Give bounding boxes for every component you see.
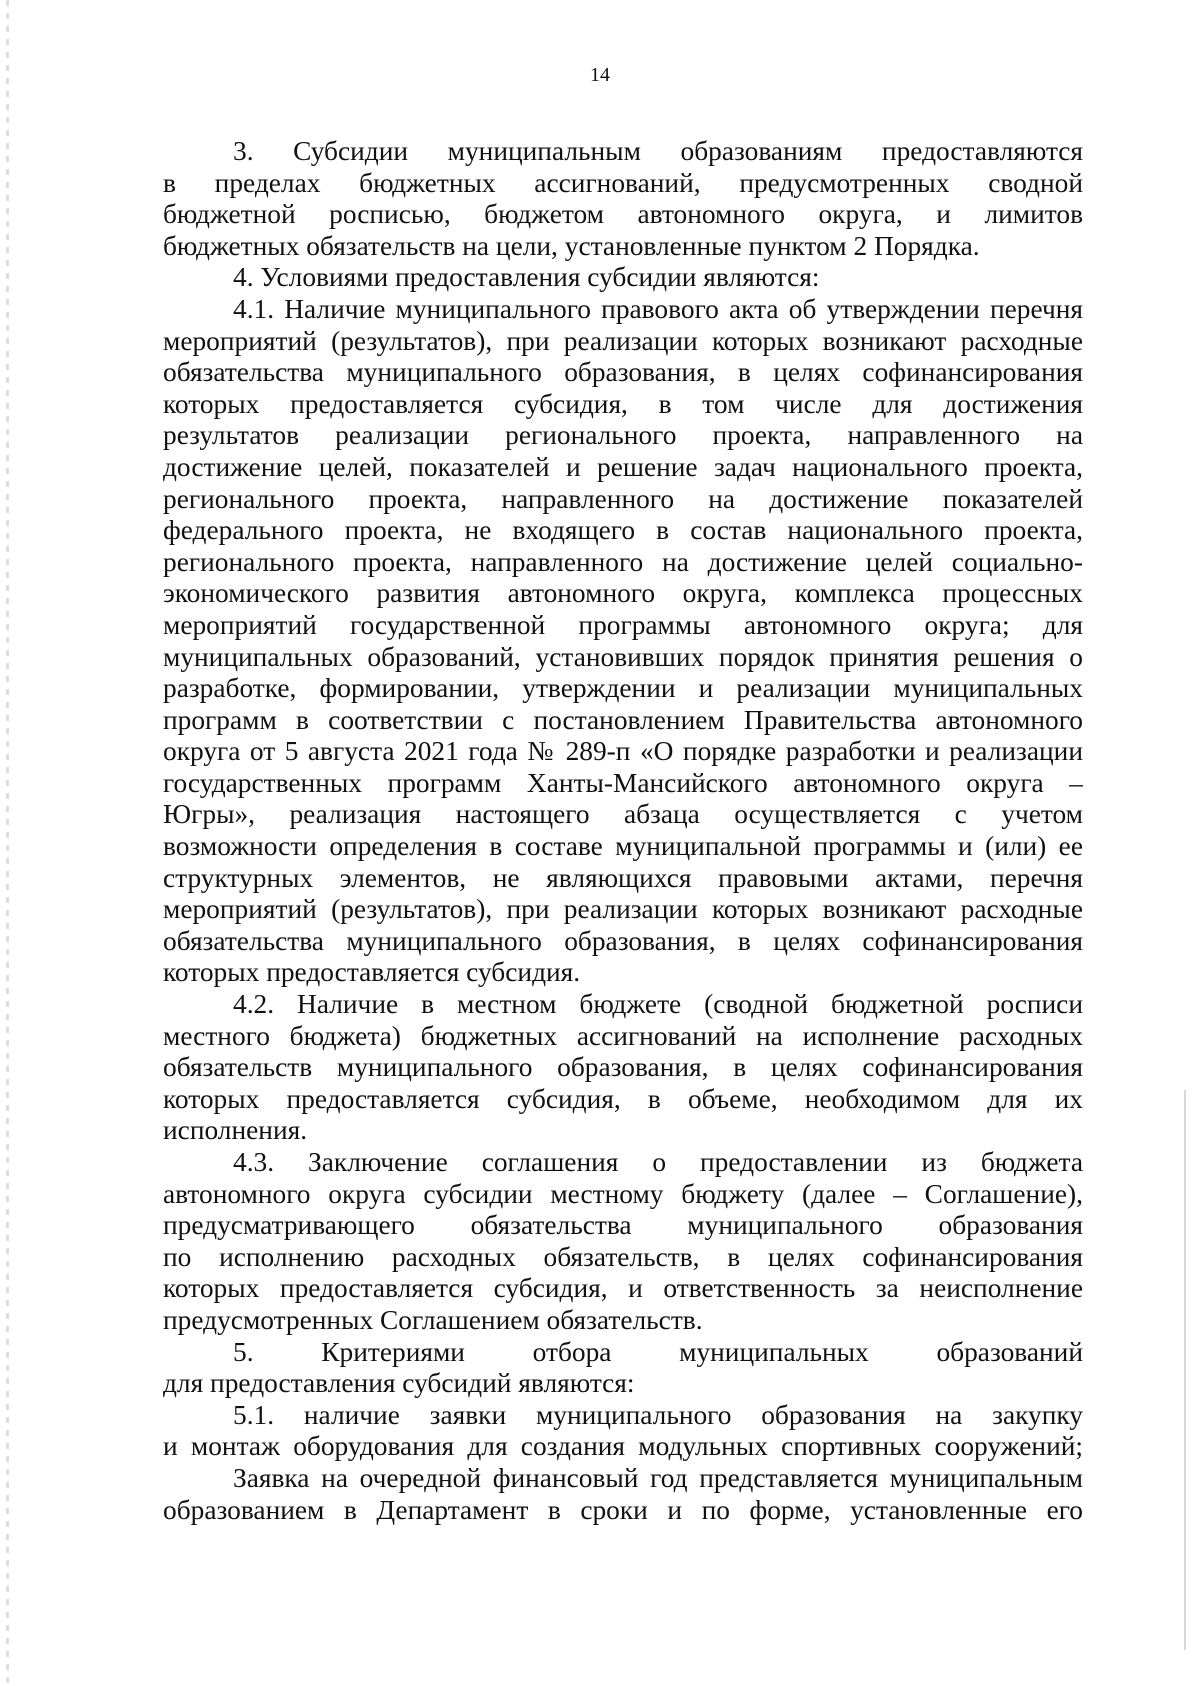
text-line: регионального проекта, направленного на достижение показателей [163,483,1083,514]
scan-edge-right [1184,1090,1186,1650]
text-line: для предоставления субсидий являются: [163,1368,635,1399]
text-line: регионального проекта, направленного на достижение целей социально- [163,546,1083,577]
text-line: округа от 5 августа 2021 года № 289-п «О порядке разработки и реализации [163,736,1083,767]
text-line: Югры», реализация настоящего абзаца осуществляется с учетом [163,799,1083,830]
text-line: 4.1. Наличие муниципального правового акта об утверждении перечня [233,293,1083,324]
text-line: возможности определения в составе муниципальной программы и (или) ее [163,831,1083,862]
text-line: бюджетных обязательств на цели, установленные пунктом 2 Порядка. [163,230,980,261]
text-line: по исполнению расходных обязательств, в целях софинансирования [163,1241,1083,1272]
text-line: предусмотренных Соглашением обязательств. [163,1304,703,1335]
text-line: результатов реализации регионального проекта, направленного на [163,420,1083,451]
document-body [163,136,1083,1526]
text-line: государственных программ Ханты-Мансийского автономного округа – [163,767,1083,798]
text-line: федерального проекта, не входящего в состав национального проекта, [163,515,1083,546]
text-line: исполнения. [163,1115,308,1146]
text-line: которых предоставляется субсидия. [163,957,581,988]
text-line: мероприятий (результатов), при реализации которых возникают расходные [163,894,1083,925]
text-line: 3. Субсидии муниципальным образованиям предоставляются [233,136,1083,166]
text-line: мероприятий (результатов), при реализации которых возникают расходные [163,325,1083,356]
text-line: обязательства муниципального образования, в целях софинансирования [163,925,1083,956]
text-line: мероприятий государственной программы автономного округа; для [163,609,1083,640]
text-line: обязательств муниципального образования, в целях софинансирования [163,1052,1083,1083]
text-line: которых предоставляется субсидия, и ответственность за неисполнение [163,1273,1083,1304]
text-line: бюджетной росписью, бюджетом автономного округа, и лимитов [163,199,1083,230]
text-line: и монтаж оборудования для создания модульных спортивных сооружений; [163,1431,1083,1462]
text-line: программ в соответствии с постановлением Правительства автономного [163,704,1083,735]
text-line: экономического развития автономного округа, комплекса процессных [163,578,1083,609]
text-line: обязательства муниципального образования, в целях софинансирования [163,357,1083,388]
page-number: 14 [590,64,610,86]
text-line: которых предоставляется субсидия, в том числе для достижения [163,388,1083,419]
text-line: Заявка на очередной финансовый год представляется муниципальным [233,1462,1083,1493]
scan-edge-left [6,0,9,1686]
text-line: 4. Условиями предоставления субсидии являются: [233,262,820,293]
text-line: разработке, формировании, утверждении и реализации муниципальных [163,673,1083,704]
text-line: предусматривающего обязательства муниципального образования [163,1210,1083,1241]
text-line: в пределах бюджетных ассигнований, предусмотренных сводной [163,167,1083,198]
text-line: 5. Критериями отбора муниципальных образований [233,1336,1083,1367]
text-line: 4.2. Наличие в местном бюджете (сводной бюджетной росписи [233,989,1083,1020]
text-line: структурных элементов, не являющихся правовыми актами, перечня [163,862,1083,893]
text-line: 5.1. наличие заявки муниципального образования на закупку [233,1399,1083,1430]
text-line: образованием в Департамент в сроки и по форме, установленные его [163,1494,1083,1525]
text-line: автономного округа субсидии местному бюджету (далее – Соглашение), [163,1178,1083,1209]
text-line: достижение целей, показателей и решение задач национального проекта, [163,451,1083,482]
text-line: муниципальных образований, установивших порядок принятия решения о [163,641,1083,672]
text-line: местного бюджета) бюджетных ассигнований на исполнение расходных [163,1020,1083,1051]
text-line: которых предоставляется субсидия, в объеме, необходимом для их [163,1083,1083,1114]
text-line: 4.3. Заключение соглашения о предоставлении из бюджета [233,1147,1083,1177]
